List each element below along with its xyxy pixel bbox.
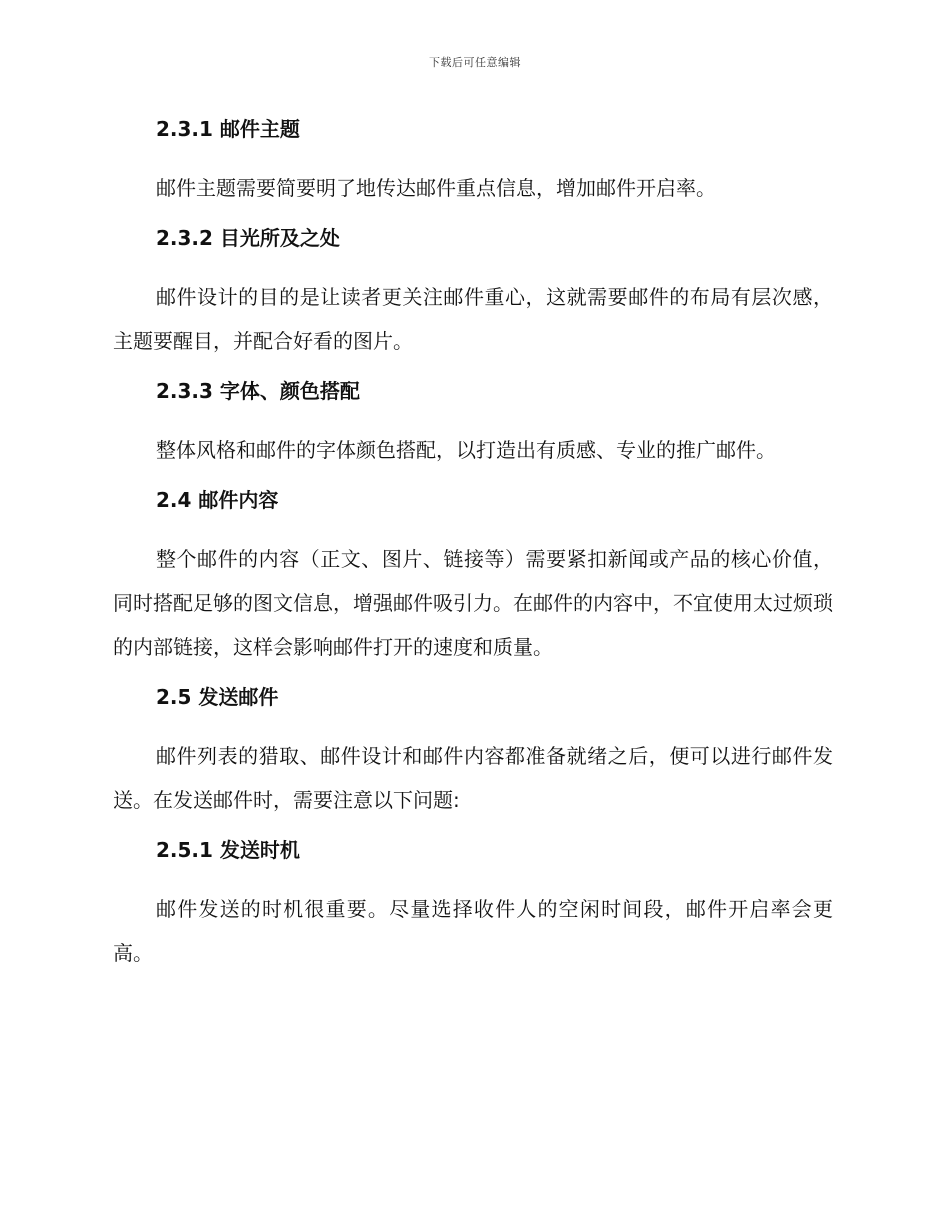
section-paragraph-2-5-1: 邮件发送的时机很重要。尽量选择收件人的空闲时间段，邮件开启率会更高。 <box>113 897 833 965</box>
section-heading-2-5: 2.5 发送邮件 <box>156 685 279 709</box>
section-paragraph-2-4: 整个邮件的内容（正文、图片、链接等）需要紧扣新闻或产品的核心价值，同时搭配足够的图文信息，增强邮件吸引力。在邮件的内容中，不宜使用太过烦琐的内部链接，这样会影响邮件打开的速度和质量。 <box>113 547 833 659</box>
section-paragraph-2-3-2: 邮件设计的目的是让读者更关注邮件重心，这就需要邮件的布局有层次感，主题要醒目，并配合好看的图片。 <box>113 285 833 353</box>
header-note: 下载后可任意编辑 <box>429 56 521 69</box>
section-paragraph-2-5: 邮件列表的猎取、邮件设计和邮件内容都准备就绪之后，便可以进行邮件发送。在发送邮件时，需要注意以下问题: <box>113 744 833 812</box>
section-heading-2-5-1: 2.5.1 发送时机 <box>156 838 300 862</box>
section-heading-2-4: 2.4 邮件内容 <box>156 488 279 512</box>
section-heading-2-3-1: 2.3.1 邮件主题 <box>156 117 300 141</box>
section-heading-2-3-3: 2.3.3 字体、颜色搭配 <box>156 379 360 403</box>
section-heading-2-3-2: 2.3.2 目光所及之处 <box>156 226 340 250</box>
document-body <box>113 112 833 986</box>
section-paragraph-2-3-3: 整体风格和邮件的字体颜色搭配，以打造出有质感、专业的推广邮件。 <box>156 438 776 462</box>
section-paragraph-2-3-1: 邮件主题需要简要明了地传达邮件重点信息，增加邮件开启率。 <box>156 176 716 200</box>
